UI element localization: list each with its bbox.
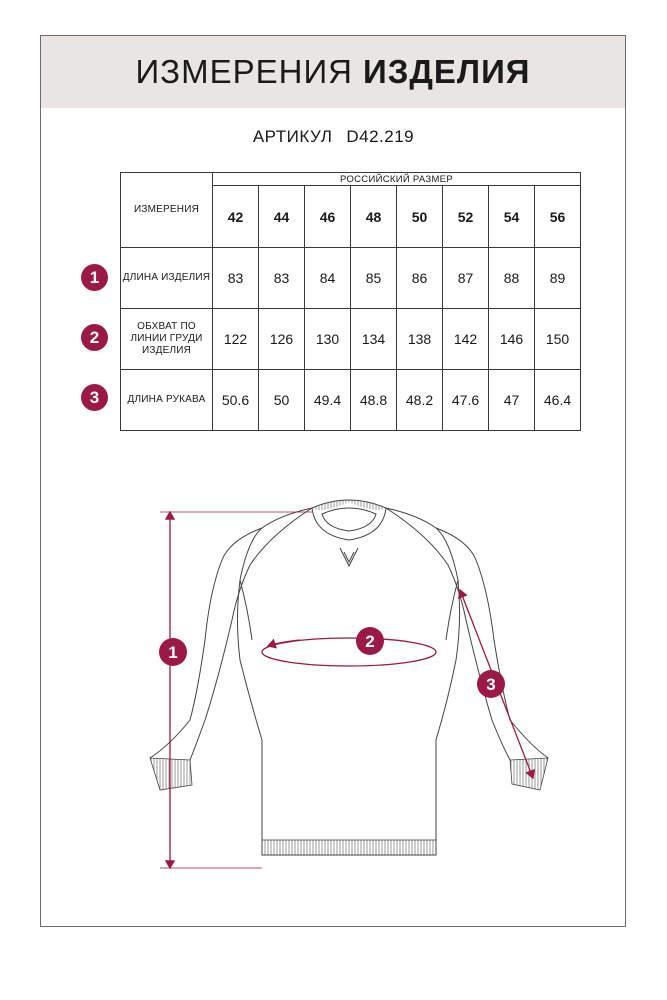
- table-cell: 48.2: [397, 370, 443, 431]
- size-header: 52: [443, 186, 489, 248]
- table-cell: 146: [489, 309, 535, 370]
- row-number-badge: 1: [81, 264, 108, 291]
- size-header: 48: [351, 186, 397, 248]
- table-cell: 122: [213, 309, 259, 370]
- size-header: 50: [397, 186, 443, 248]
- table-cell: 142: [443, 309, 489, 370]
- table-cell: 88: [489, 248, 535, 309]
- table-cell: 89: [535, 248, 581, 309]
- left-cuff-rib: [150, 758, 192, 790]
- row-number-badge: 3: [81, 384, 108, 411]
- table-cell: 48.8: [351, 370, 397, 431]
- row-label: ОБХВАТ ПО ЛИНИИ ГРУДИ ИЗДЕЛИЯ: [121, 309, 213, 370]
- table-cell: 150: [535, 309, 581, 370]
- marker-1-label: 1: [168, 643, 178, 662]
- table-cell: 86: [397, 248, 443, 309]
- size-header: 42: [213, 186, 259, 248]
- right-cuff-rib: [510, 758, 548, 790]
- size-header: 46: [305, 186, 351, 248]
- table-cell: 83: [213, 248, 259, 309]
- table-cell: 84: [305, 248, 351, 309]
- row-label: ДЛИНА ИЗДЕЛИЯ: [121, 248, 213, 309]
- table-cell: 85: [351, 248, 397, 309]
- marker-2-label: 2: [365, 632, 375, 651]
- table-cell: 87: [443, 248, 489, 309]
- table-cell: 134: [351, 309, 397, 370]
- title-bold: ИЗДЕЛИЯ: [363, 53, 531, 90]
- size-header: 44: [259, 186, 305, 248]
- marker-3-label: 3: [486, 675, 496, 694]
- table-cell: 47.6: [443, 370, 489, 431]
- size-header: 56: [535, 186, 581, 248]
- table-cell: 138: [397, 309, 443, 370]
- article-label: АРТИКУЛ: [252, 127, 333, 146]
- table-cell: 46.4: [535, 370, 581, 431]
- table-cell: 126: [259, 309, 305, 370]
- chest-measure: [262, 638, 436, 666]
- length-measure: [160, 512, 312, 868]
- row-label: ДЛИНА РУКАВА: [121, 370, 213, 431]
- article-code: D42.219: [346, 127, 415, 146]
- table-cell: 50.6: [213, 370, 259, 431]
- table-cell: 47: [489, 370, 535, 431]
- row-number-badge: 2: [81, 324, 108, 351]
- size-header: 54: [489, 186, 535, 248]
- table-cell: 49.4: [305, 370, 351, 431]
- table-cell: 83: [259, 248, 305, 309]
- hem-rib: [262, 840, 436, 855]
- table-cell: 50: [259, 370, 305, 431]
- header-russian-size: РОССИЙСКИЙ РАЗМЕР: [213, 173, 581, 186]
- title-light: ИЗМЕРЕНИЯ: [135, 53, 354, 90]
- table-cell: 130: [305, 309, 351, 370]
- header-measurements: ИЗМЕРЕНИЯ: [121, 173, 213, 248]
